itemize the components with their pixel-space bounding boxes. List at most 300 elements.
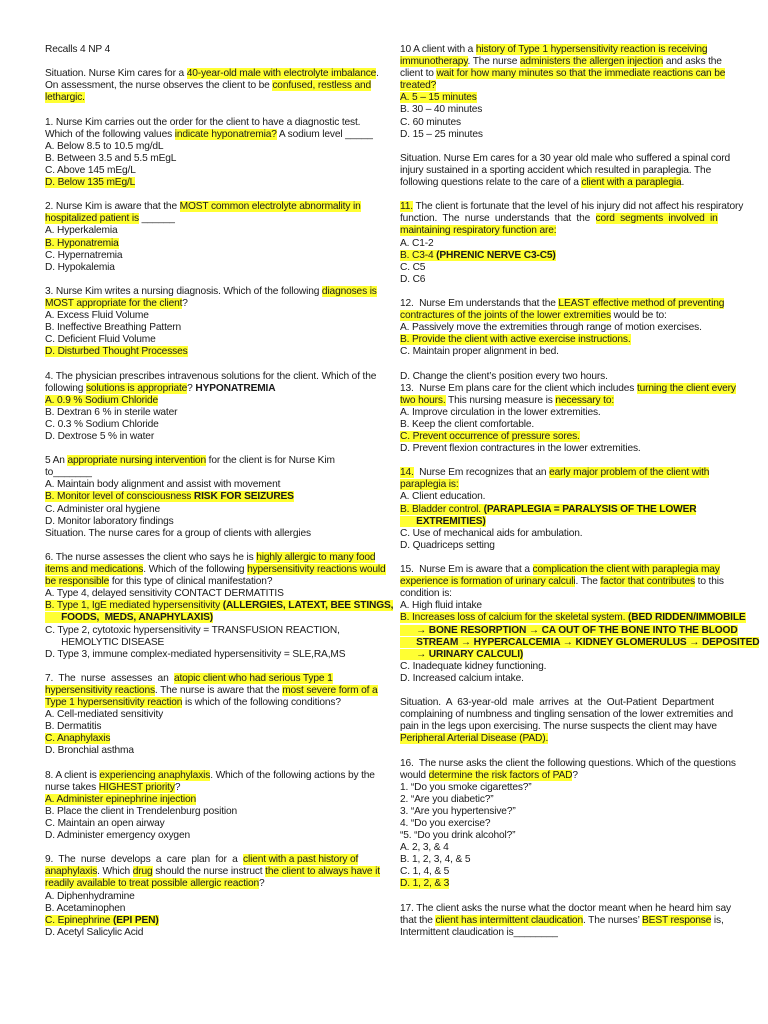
text-segment: C. Hypernatremia [45,249,123,261]
text-segment: B. Place the client in Trendelenburg position [45,805,238,817]
text-line [45,117,368,129]
text-segment: A. Diphenhydramine [45,890,135,902]
text-segment: . The nurse is aware that the [154,684,283,696]
highlighted-text: C. Prevent occurrence of pressure sores. [400,431,580,442]
text-line [45,395,368,407]
text-line [45,612,368,624]
highlighted-text: D. Below 135 mEg/L [45,177,136,189]
highlighted-text: 14. [400,467,414,479]
text-line [45,806,368,818]
text-line [400,806,723,818]
text-segment: to_______ [45,467,92,479]
blank-line [45,274,368,286]
text-segment: HEMOLYTIC DISEASE [45,636,165,648]
text-line [400,600,723,612]
text-segment: 12. Nurse Em understands that the [400,297,559,309]
text-line [400,516,723,528]
blank-line [45,661,368,673]
doc-title: Recalls 4 NP 4 [45,44,111,55]
text-line [45,346,368,358]
text-line [400,117,723,129]
text-line [45,68,379,80]
highlighted-text: paraplegia is: [400,479,459,491]
text-segment: A. Below 8.5 to 10.5 mg/dL [45,140,164,152]
text-line [400,92,723,104]
text-segment: C. Above 145 mEg/L [45,164,136,176]
text-line [400,238,723,250]
text-line [400,431,723,443]
highlighted-text: complication the client with paraplegia may [532,564,720,576]
text-line [400,697,723,709]
highlighted-text: (PARAPLEGIA = PARALYSIS OF THE LOWER [483,503,697,515]
text-segment: ? [572,769,578,781]
text-line [400,733,723,745]
text-line [45,927,368,939]
text-segment: Situation. Nurse Kim cares for a [45,68,187,80]
highlighted-text: B. Monitor level of consciousness [45,491,194,503]
highlighted-text: be responsible [45,576,110,588]
blank-line [400,891,723,903]
text-line [45,479,368,491]
text-segment: 2. Nurse Kim is aware that the [45,201,180,213]
text-segment: C. Use of mechanical aids for ambulation. [400,527,583,539]
text-segment: . The [575,576,601,588]
text-line [400,250,723,262]
text-segment: complaining of numbness and tingling sensation of the lower extremities and [400,709,734,721]
text-line [400,794,723,806]
text-segment: D. Type 3, immune complex-mediated hypersensitivity = SLE,RA,MS [45,648,346,660]
text-segment: . The nurse [467,56,520,68]
text-segment: ? [174,781,181,793]
highlighted-text: the client to always have it [265,866,380,878]
highlighted-text: immunotherapy [400,56,468,68]
text-segment: C. Inadequate kidney functioning. [400,660,547,672]
blank-line [400,141,723,153]
text-line [400,407,723,419]
text-line [45,177,368,189]
text-line [45,213,368,225]
text-segment: is which of the following conditions? [182,697,341,709]
text-line [45,165,368,177]
text-segment: B. Acetaminophen [45,902,126,914]
text-line [400,419,723,431]
highlighted-text: determine the risk factors of PAD [428,769,573,781]
highlighted-text: Type 1 hypersensitivity reaction [45,697,183,709]
text-line [45,153,368,165]
text-segment: C. Deficient Fluid Volume [45,334,156,346]
text-segment: D. Increased calcium intake. [400,672,524,684]
text-line [45,334,368,346]
text-segment: A. Excess Fluid Volume [45,310,149,322]
text-segment: A. Maintain body alignment and assist with movement [45,479,281,491]
text-line [400,588,723,600]
text-segment: injury sustained in a sporting accident which resulted in paraplegia. The [400,164,712,176]
text-segment: D. Acetyl Salicylic Acid [45,926,144,938]
text-line [45,528,368,540]
text-line [45,745,368,757]
blank-line [400,455,723,467]
highlighted-text: experience is formation of urinary calculi [400,576,576,588]
highlighted-text: B. Hyponatremia [45,237,119,249]
text-segment: D. Dextrose 5 % in water [45,431,155,442]
text-segment: C. Administer oral hygiene [45,503,161,515]
text-line [45,830,368,842]
highlighted-text: → BONE RESORPTION → CA OUT OF THE BONE INTO THE BLOOD [400,624,738,636]
text-segment: HYPONATREMIA [195,382,276,394]
text-line [400,322,723,334]
text-line [400,44,723,56]
text-line [400,902,731,915]
text-line [400,382,736,395]
text-segment: On assessment, the nurse observes the client to be [45,80,273,92]
text-line [45,285,377,298]
highlighted-text: client with a past history of [243,854,359,866]
text-line [45,298,368,310]
text-segment: D. C6 [400,273,426,285]
text-line [45,673,368,685]
text-segment: 8. A client is [45,769,100,781]
highlighted-text: diagnoses is [321,285,377,297]
text-segment: C. C5 [400,261,426,273]
text-line [400,540,723,552]
text-segment: C. Maintain an open airway [45,818,165,829]
text-segment: B. 1, 2, 3, 4, & 5 [400,854,471,866]
text-line [400,927,723,939]
highlighted-text: B. Bladder control. [400,503,484,515]
highlighted-text: B. Type 1, IgE mediated hypersensitivity [45,600,223,612]
text-line [400,165,723,177]
text-segment: B. Ineffective Breathing Pattern [45,322,182,334]
highlighted-text: two hours. [400,394,446,406]
text-line [45,370,377,383]
text-segment: D. Monitor laboratory findings [45,515,174,527]
text-segment: for the client is for Nurse Kim [205,455,335,467]
highlighted-text: confused, restless and [272,80,371,92]
text-segment: 10 A client with a [400,44,476,55]
text-segment: ? [259,878,265,890]
highlighted-text: treated? [400,80,437,92]
text-line [400,649,723,661]
text-segment: 16. The nurse asks the client the following questions. Which of the questions [400,757,736,769]
text-segment: . Which of the following [143,564,248,576]
blank-line [400,685,723,697]
text-segment: A. Improve circulation in the lower extremities. [400,406,601,418]
highlighted-text: → URINARY CALCULI) [400,648,524,660]
highlighted-text: maintaining respiratory function are: [400,225,557,237]
text-line [45,721,368,733]
highlighted-text: history of Type 1 hypersensitivity reaction is receiving [475,44,708,55]
highlighted-text: administers the allergen injection [519,56,664,68]
text-segment: ? [187,382,196,394]
text-line [400,830,723,842]
text-line [45,576,368,588]
text-line [400,491,723,503]
text-segment: _____ [345,128,373,140]
text-segment: 2. “Are you diabetic?” [400,793,494,805]
highlighted-text: BEST response [642,914,712,926]
blank-line [45,358,368,370]
text-line [400,528,723,540]
highlighted-text: client has intermittent claudication [435,914,583,926]
highlighted-text: appropriate nursing intervention [67,455,206,467]
text-segment: and asks the [663,56,722,68]
highlighted-text: atopic client who had serious Type 1 [173,672,333,684]
highlighted-text: EXTREMITIES) [400,515,486,527]
text-line [45,625,368,637]
text-line [400,878,723,890]
blank-line [400,286,723,298]
text-segment: 3. “Are you hypertensive?” [400,805,516,817]
text-line [400,298,723,310]
highlighted-text: A. 5 – 15 minutes [400,92,477,104]
text-segment: A. C1-2 [400,237,434,249]
text-line [45,637,368,649]
text-line [400,371,723,383]
highlighted-text: cord segments involved in [595,213,718,225]
text-line [400,225,723,237]
text-line [45,322,368,334]
text-segment: 7. The nurse assesses an [45,672,174,684]
text-segment: nurse takes [45,781,99,793]
text-line [400,564,723,576]
text-line [400,757,736,770]
highlighted-text: indicate hyponatremia? [174,128,277,140]
text-segment: that the [400,914,436,926]
text-segment: . [681,177,685,189]
text-line [400,129,723,141]
highlighted-text: RISK FOR SEIZURES [193,491,294,503]
left-column [45,44,394,939]
highlighted-text: B. Increases loss of calcium for the skeletal system. [400,612,628,624]
text-line [45,878,368,890]
text-segment: 15. Nurse Em is aware that a [400,564,533,576]
highlighted-text: (BED RIDDEN/IMMOBILE [628,612,746,624]
text-line [45,782,368,794]
text-line [400,274,723,286]
highlighted-text: experiencing anaphylaxis [99,769,211,781]
text-segment: A. Type 4, delayed sensitivity CONTACT DERMATITIS [45,588,284,600]
highlighted-text: items and medications [45,564,144,576]
highlighted-text: contractures of the joints of the lower extremities [400,310,611,322]
highlighted-text: B. C3-4 [400,249,437,261]
text-line [400,818,723,830]
highlighted-text: MOST appropriate for the client [45,297,183,309]
text-segment: D. 15 – 25 minutes [400,128,483,140]
text-segment: . [376,68,379,80]
highlighted-text: C. Epinephrine [45,914,113,926]
text-line [45,262,368,274]
text-segment: ? [182,297,188,309]
text-line [45,516,368,528]
text-segment: A. Client education. [400,491,486,503]
text-line [45,866,380,878]
text-segment: 1. “Do you smoke cigarettes?” [400,781,532,793]
highlighted-text: (EPI PEN) [112,914,159,926]
text-segment: 3. Nurse Kim writes a nursing diagnosis. Which of the following [45,285,322,297]
text-line [45,564,386,576]
text-line [45,92,368,104]
blank-line [400,358,723,370]
text-line [45,551,376,564]
blank-line [400,745,723,757]
highlighted-text: B. Provide the client with active exercise instructions. [400,334,631,346]
text-line [45,733,368,745]
text-line [400,709,734,721]
text-segment: The client is fortunate that the level of his injury did not affect his respiratory [412,201,744,213]
text-line [400,612,746,624]
text-line [400,576,723,588]
text-line [45,467,368,479]
text-segment: condition is: [400,588,452,600]
text-segment: B. Between 3.5 and 5.5 mEgL [45,152,177,164]
highlighted-text: D. Disturbed Thought Processes [45,346,188,358]
text-line [400,152,731,165]
highlighted-text: highly allergic to many food [256,551,376,563]
text-segment: Situation. The nurse cares for a group of clients with allergies [45,527,311,539]
text-segment: C. Maintain proper alignment in bed. [400,346,559,358]
text-line [45,80,371,92]
text-segment: Which of the following values [45,128,175,140]
text-segment: B. 30 – 40 minutes [400,104,483,116]
text-line [45,419,368,431]
text-line [45,201,368,213]
text-line [400,866,723,878]
highlighted-text: anaphylaxis [45,866,98,878]
text-line [45,491,368,503]
text-segment: C. 60 minutes [400,116,461,128]
text-segment: Nurse Em recognizes that an [413,467,550,479]
text-segment: . The nurses’ [582,914,643,926]
text-line [45,504,368,516]
text-segment: D. Quadriceps setting [400,539,495,551]
text-segment: C. 0.3 % Sodium Chloride [45,418,159,430]
text-line [45,697,368,709]
text-segment: Situation. A 63-year-old male arrives at the Out-Patient Department [400,697,714,709]
highlighted-text: C. Anaphylaxis [45,733,111,745]
highlighted-text: wait for how many minutes so that the immediate reactions can be [436,68,726,80]
text-line [400,915,723,927]
text-line [45,141,368,153]
blank-line [45,56,368,68]
blank-line [400,189,723,201]
blank-line [45,540,368,552]
text-line [400,504,723,516]
blank-line [400,552,723,564]
right-column [400,44,760,939]
text-line [45,588,368,600]
highlighted-text: factor that contributes [600,576,695,588]
text-line [400,56,723,68]
highlighted-text: 40-year-old male with electrolyte imbalance [186,68,377,80]
text-line [45,818,368,830]
highlighted-text: hospitalized patient is [45,213,139,225]
text-line [45,769,375,782]
text-line [400,443,723,455]
text-line [45,310,368,322]
text-segment: B. Dermatitis [45,721,102,733]
text-line [45,455,368,467]
highlighted-text: D. 1, 2, & 3 [400,878,450,890]
text-line [400,310,723,322]
text-segment: is, [711,914,724,926]
text-line [45,854,368,866]
blank-line [45,443,368,455]
text-line [400,80,723,92]
text-line [400,213,723,225]
text-segment: A sodium level [276,128,346,140]
highlighted-text: most severe form of a [282,684,378,696]
text-line [45,238,368,250]
text-line [45,709,368,721]
text-segment: D. Hypokalemia [45,261,115,273]
highlighted-text: turning the client every [636,382,736,394]
text-segment: D. Prevent flexion contractures in the lower extremities. [400,443,641,455]
text-line [400,104,723,116]
text-line [400,624,738,637]
text-line [45,891,368,903]
text-line [400,782,723,794]
text-line [45,903,368,915]
blank-line [45,189,368,201]
text-segment: D. Bronchial asthma [45,745,134,757]
text-line [400,842,723,854]
highlighted-text: FOODS, MEDS, ANAPHYLAXIS) [45,612,214,624]
text-segment: client to [400,68,437,80]
text-segment: A. Cell-mediated sensitivity [45,709,164,721]
text-line [400,479,723,491]
text-line [45,684,378,697]
highlighted-text: 11. [400,201,413,213]
highlighted-text: hypersensitivity reactions would [247,564,386,576]
text-segment: “5. “Do you drink alcohol?” [400,830,516,842]
text-segment: 5 An [45,455,68,467]
text-segment: 17. The client asks the nurse what the doctor meant when he heard him say [400,902,731,914]
text-segment: function. The nurse understands that the [400,213,596,225]
highlighted-text: (ALLERGIES, LATEXT, BEE STINGS, [222,600,394,612]
highlighted-text: STREAM → HYPERCALCEMIA → KIDNEY GLOMERULUS → DEPOSITED [400,636,760,648]
text-segment: D. Administer emergency oxygen [45,830,190,842]
text-segment: to this [694,576,724,588]
text-segment: . Which of the following actions by the [210,769,375,781]
text-line [45,407,368,419]
text-line [45,794,368,806]
highlighted-text: A. Administer epinephrine injection [45,793,197,805]
highlighted-text: (PHRENIC NERVE C3-C5) [436,249,556,261]
text-line [400,334,723,346]
text-segment: following questions relate to the care of a [400,177,582,189]
highlighted-text: drug [132,866,153,878]
text-line [400,201,744,213]
text-line [400,467,723,479]
text-segment: 4. “Do you exercise? [400,818,491,829]
text-line [45,649,368,661]
text-line [400,636,760,649]
text-line [400,721,723,733]
text-line [400,673,723,685]
text-segment: B. Dextran 6 % in sterile water [45,406,178,418]
text-line [400,177,723,189]
text-segment: 6. The nurse assesses the client who says he is [45,551,257,563]
text-segment: ______ [138,213,175,225]
text-line [400,395,723,407]
text-segment: should the nurse instruct [152,866,266,878]
text-segment: following [45,382,86,394]
blank-line [45,104,368,116]
text-line [400,262,723,274]
text-segment: B. Keep the client comfortable. [400,418,535,430]
text-segment: Situation. Nurse Em cares for a 30 year old male who suffered a spinal cord [400,152,731,164]
text-segment: C. 1, 4, & 5 [400,866,450,878]
